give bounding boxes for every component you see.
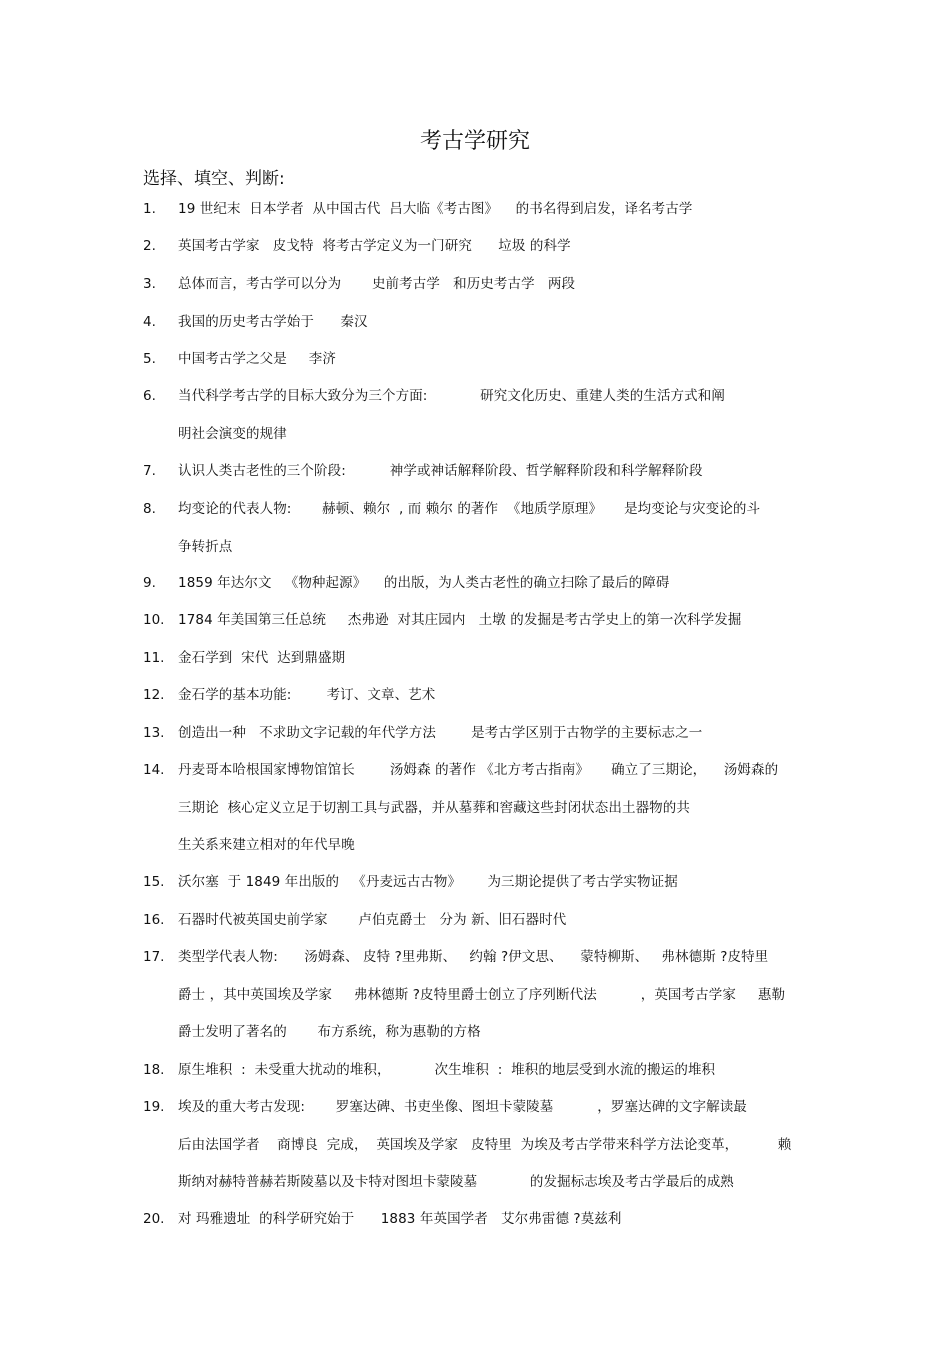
item-text-line: 爵士 ，其中英国埃及学家 弗林德斯 ?皮特里爵士创立了序列断代法 ，英国考古学家 惠勒 [178,986,786,1003]
item-text-line: 1859 年达尔文 《物种起源》 的出版，为人类古老性的确立扫除了最后的障碍 [178,575,670,591]
item-text-line: 石器时代被英国史前学家 卢伯克爵士 分为 新、旧石器时代 [178,912,567,928]
item-number: 14. [143,762,165,778]
item-number: 6. [143,388,156,404]
item-number: 2. [143,238,156,254]
item-number: 20. [143,1211,165,1227]
item-text-line: 原生堆积 : 未受重大扰动的堆积， 次生堆积 : 堆积的地层受到水流的搬运的堆积 [178,1062,716,1078]
item-text-line: 均变论的代表人物: 赫顿、赖尔 , 而 赖尔 的著作 《地质学原理》 是均变论与灾变论的斗 [178,501,761,517]
item-text-line: 爵士发明了著名的 布方系统，称为惠勒的方格 [178,1024,481,1040]
item-number: 13. [143,725,165,741]
item-text-line: 中国考古学之父是 李济 [178,351,336,367]
item-text-line: 后由法国学者 商博良 完成， 英国埃及学家 皮特里 为埃及考古学带来科学方法论变革， 赖 [178,1136,792,1153]
item-text-line: 英国考古学家 皮戈特 将考古学定义为一门研究 垃圾 的科学 [178,238,571,254]
item-number: 4. [143,314,156,330]
item-text-line: 斯纳对赫特普赫若斯陵墓以及卡特对图坦卡蒙陵墓 的发掘标志埃及考古学最后的成熟 [178,1174,734,1190]
item-text-line: 三期论 核心定义立足于切割工具与武器，并从墓葬和窖藏这些封闭状态出土器物的共 [178,799,690,816]
item-text-line: 明社会演变的规律 [178,425,287,442]
item-text-line: 争转折点 [178,538,233,555]
page-title: 考古学研究 [419,129,530,154]
section-heading: 选择、填空、判断: [143,169,285,189]
item-text-line: 认识人类古老性的三个阶段: 神学或神话解释阶段、哲学解释阶段和科学解释阶段 [178,463,703,479]
item-number: 18. [143,1062,165,1078]
item-text-line: 生关系来建立相对的年代早晚 [178,837,355,853]
item-number: 11. [143,650,165,666]
item-text-line: 对 玛雅遗址 的科学研究始于 1883 年英国学者 艾尔弗雷德 ?莫兹利 [178,1211,622,1227]
item-text-line: 埃及的重大考古发现: 罗塞达碑、书吏坐像、图坦卡蒙陵墓 ，罗塞达碑的文字解读最 [178,1099,747,1115]
item-number: 7. [143,463,156,479]
item-text-line: 我国的历史考古学始于 秦汉 [178,314,368,330]
item-number: 1. [143,201,156,217]
item-text-line: 丹麦哥本哈根国家博物馆馆长 汤姆森 的著作 《北方考古指南》 确立了三期论， 汤姆森的 [178,762,779,778]
item-text-line: 当代科学考古学的目标大致分为三个方面: 研究文化历史、重建人类的生活方式和阐 [178,388,725,404]
item-text-line: 19 世纪末 日本学者 从中国古代 吕大临《考古图》 的书名得到启发，译名考古学 [178,201,693,217]
item-number: 15. [143,874,165,890]
item-text-line: 总体而言，考古学可以分为 史前考古学 和历史考古学 两段 [178,276,576,292]
item-number: 17. [143,949,165,965]
item-number: 16. [143,912,165,928]
item-number: 8. [143,501,156,517]
item-number: 12. [143,687,165,703]
item-number: 5. [143,351,156,367]
item-text-line: 创造出一种 不求助文字记载的年代学方法 是考古学区别于古物学的主要标志之一 [178,725,703,741]
item-number: 9. [143,575,156,591]
item-number: 10. [143,612,165,628]
item-text-line: 1784 年美国第三任总统 杰弗逊 对其庄园内 土墩 的发掘是考古学史上的第一次科学发掘 [178,612,742,628]
item-number: 3. [143,276,156,292]
item-text-line: 金石学的基本功能: 考订、文章、艺术 [178,687,436,703]
item-number: 19. [143,1099,165,1115]
item-text-line: 类型学代表人物: 汤姆森、 皮特 ?里弗斯、 约翰 ?伊文思、 蒙特柳斯、 弗林德斯 ?皮特里 [178,949,769,965]
item-text-line: 金石学到 宋代 达到鼎盛期 [178,650,346,666]
item-text-line: 沃尔塞 于 1849 年出版的 《丹麦远古古物》 为三期论提供了考古学实物证据 [178,874,678,890]
